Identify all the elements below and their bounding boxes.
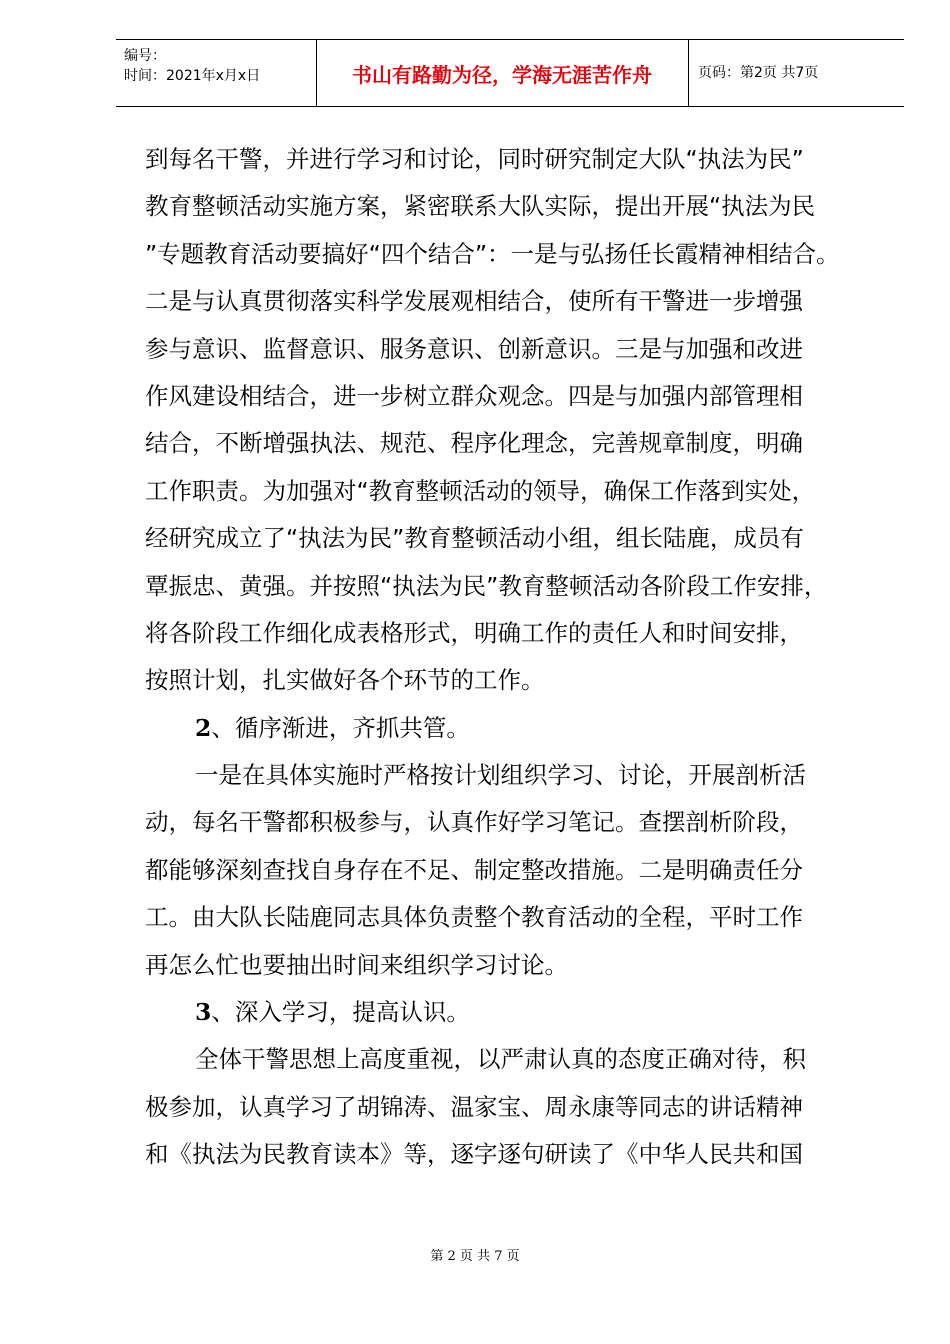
section-2-line: 再怎么忙也要抽出时间来组织学习讨论。 xyxy=(145,950,568,979)
body-line: 将各阶段工作细化成表格形式，明确工作的责任人和时间安排， xyxy=(145,618,803,647)
document-body xyxy=(145,136,890,1179)
header-page-code: 页码：第2页 共7页 xyxy=(698,65,819,81)
header-motto: 书山有路勤为径，学海无涯苦作舟 xyxy=(352,62,652,87)
section-2-line: 动，每名干警都积极参与，认真作好学习笔记。查摆剖析阶段， xyxy=(145,808,803,837)
body-line: 到每名干警，并进行学习和讨论，同时研究制定大队“执法为民” xyxy=(145,145,804,173)
body-line: 二是与认真贯彻落实科学发展观相结合，使所有干警进一步增强 xyxy=(145,287,803,316)
body-line: 工作职责。为加强对“教育整顿活动的领导，确保工作落到实处， xyxy=(145,476,816,505)
body-line: 作风建设相结合，进一步树立群众观念。四是与加强内部管理相 xyxy=(145,381,803,410)
section-3-line: 全体干警思想上高度重视，以严肃认真的态度正确对待，积 xyxy=(195,1045,806,1074)
body-line: ”专题教育活动要搞好“四个结合”：一是与弘扬任长霞精神相结合。 xyxy=(145,239,840,268)
section-2-title: 、循序渐进，齐抓共管。 xyxy=(211,713,470,742)
section-3-heading xyxy=(145,989,890,1036)
page-footer: 第 2 页 共 7 页 xyxy=(430,1249,520,1264)
section-3-line: 极参加，认真学习了胡锦涛、温家宝、周永康等同志的讲话精神 xyxy=(145,1092,803,1121)
page-header xyxy=(116,39,904,107)
body-line: 结合，不断增强执法、规范、程序化理念，完善规章制度，明确 xyxy=(145,429,803,458)
header-number-label: 编号： xyxy=(124,48,166,64)
body-line: 经研究成立了“执法为民”教育整顿活动小组，组长陆鹿，成员有 xyxy=(145,524,804,553)
section-3-line: 和《执法为民教育读本》等，逐字逐句研读了《中华人民共和国 xyxy=(145,1140,803,1169)
body-line: 教育整顿活动实施方案，紧密联系大队实际，提出开展“执法为民 xyxy=(145,192,816,221)
body-line: 按照计划，扎实做好各个环节的工作。 xyxy=(145,666,545,695)
body-line: 覃振忠、黄强。并按照“执法为民”教育整顿活动各阶段工作安排， xyxy=(145,571,828,600)
header-meta xyxy=(124,46,260,86)
body-line: 参与意识、监督意识、服务意识、创新意识。三是与加强和改进 xyxy=(145,334,803,363)
section-2-line: 工。由大队长陆鹿同志具体负责整个教育活动的全程，平时工作 xyxy=(145,903,803,932)
section-2-number: 2 xyxy=(195,713,212,742)
section-3-number: 3 xyxy=(195,998,212,1027)
section-3-title: 、深入学习，提高认识。 xyxy=(211,998,470,1027)
section-2-heading xyxy=(145,705,890,752)
section-2-line: 一是在具体实施时严格按计划组织学习、讨论，开展剖析活 xyxy=(195,761,806,790)
header-divider-right xyxy=(688,40,689,106)
header-time: 时间：2021年x月x日 xyxy=(124,68,261,84)
section-2-line: 都能够深刻查找自身存在不足、制定整改措施。二是明确责任分 xyxy=(145,855,803,884)
